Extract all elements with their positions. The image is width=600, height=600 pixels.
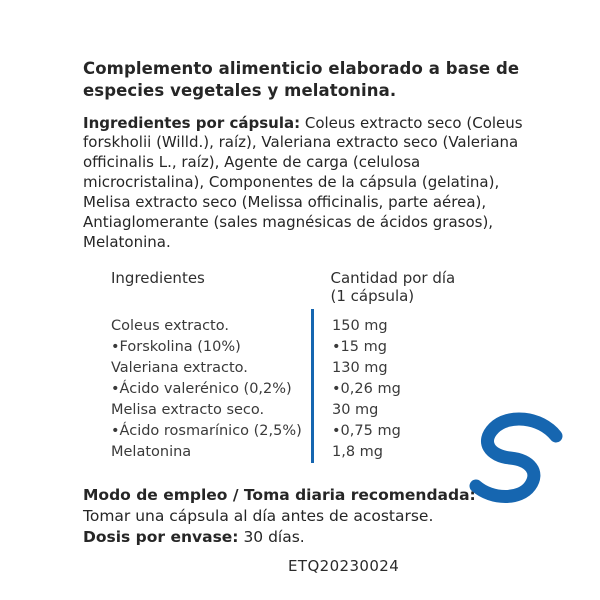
table-row bbox=[111, 400, 481, 421]
header-amount-main: Cantidad por día bbox=[330, 269, 456, 288]
row-amount: 150 mg bbox=[313, 309, 482, 337]
header-ingredients: Ingredientes bbox=[111, 269, 205, 288]
row-amount: 130 mg bbox=[313, 358, 482, 379]
table-header-row bbox=[111, 269, 481, 309]
row-amount: 30 mg bbox=[313, 400, 482, 421]
usage-title: Modo de empleo / Toma diaria recomendada: bbox=[83, 485, 476, 504]
doses-value: 30 días. bbox=[238, 527, 305, 546]
row-amount: •0,75 mg bbox=[313, 421, 482, 442]
table-row bbox=[111, 421, 481, 442]
row-name: Melatonina bbox=[111, 444, 192, 461]
product-intro: Complemento alimenticio elaborado a base de especies vegetales y melatonina. bbox=[83, 59, 520, 100]
header-amount-sub: (1 cápsula) bbox=[330, 287, 415, 306]
table-row bbox=[111, 442, 481, 463]
row-name: •Forskolina (10%) bbox=[111, 339, 241, 356]
doses-line bbox=[83, 527, 538, 548]
ingredients-text: Coleus extracto seco (Coleus forskholii (Willd.), raíz), Valeriana extracto seco (Valeriana officinalis L., raíz), Agente de carga (celulosa microcristalina), Componentes de la cápsula (gelatina), Melisa extracto seco (Melissa officinalis, parte aérea), Antiaglomerante (sales magnésicas de ácidos grasos), Melatonina. bbox=[83, 113, 523, 252]
row-name: Coleus extracto. bbox=[111, 318, 229, 335]
row-name: •Ácido rosmarínico (2,5%) bbox=[111, 423, 302, 440]
row-name: Melisa extracto seco. bbox=[111, 402, 265, 419]
table-row bbox=[111, 379, 481, 400]
row-name: •Ácido valerénico (0,2%) bbox=[111, 381, 292, 398]
table-row bbox=[111, 337, 481, 358]
row-name: Valeriana extracto. bbox=[111, 360, 248, 377]
lot-code: ETQ20230024 bbox=[288, 556, 400, 575]
row-amount: 1,8 mg bbox=[313, 442, 482, 463]
table-row bbox=[111, 358, 481, 379]
header-amount bbox=[313, 269, 482, 309]
doses-label: Dosis por envase: bbox=[83, 527, 239, 546]
table-row bbox=[111, 309, 481, 337]
ingredients-paragraph bbox=[83, 114, 538, 254]
usage-instruction: Tomar una cápsula al día antes de acostarse. bbox=[83, 506, 434, 525]
nutrition-table bbox=[111, 269, 481, 463]
usage-block bbox=[83, 485, 538, 548]
row-amount: •15 mg bbox=[313, 337, 482, 358]
ingredients-lead: Ingredientes por cápsula: bbox=[83, 113, 301, 132]
row-amount: •0,26 mg bbox=[313, 379, 482, 400]
